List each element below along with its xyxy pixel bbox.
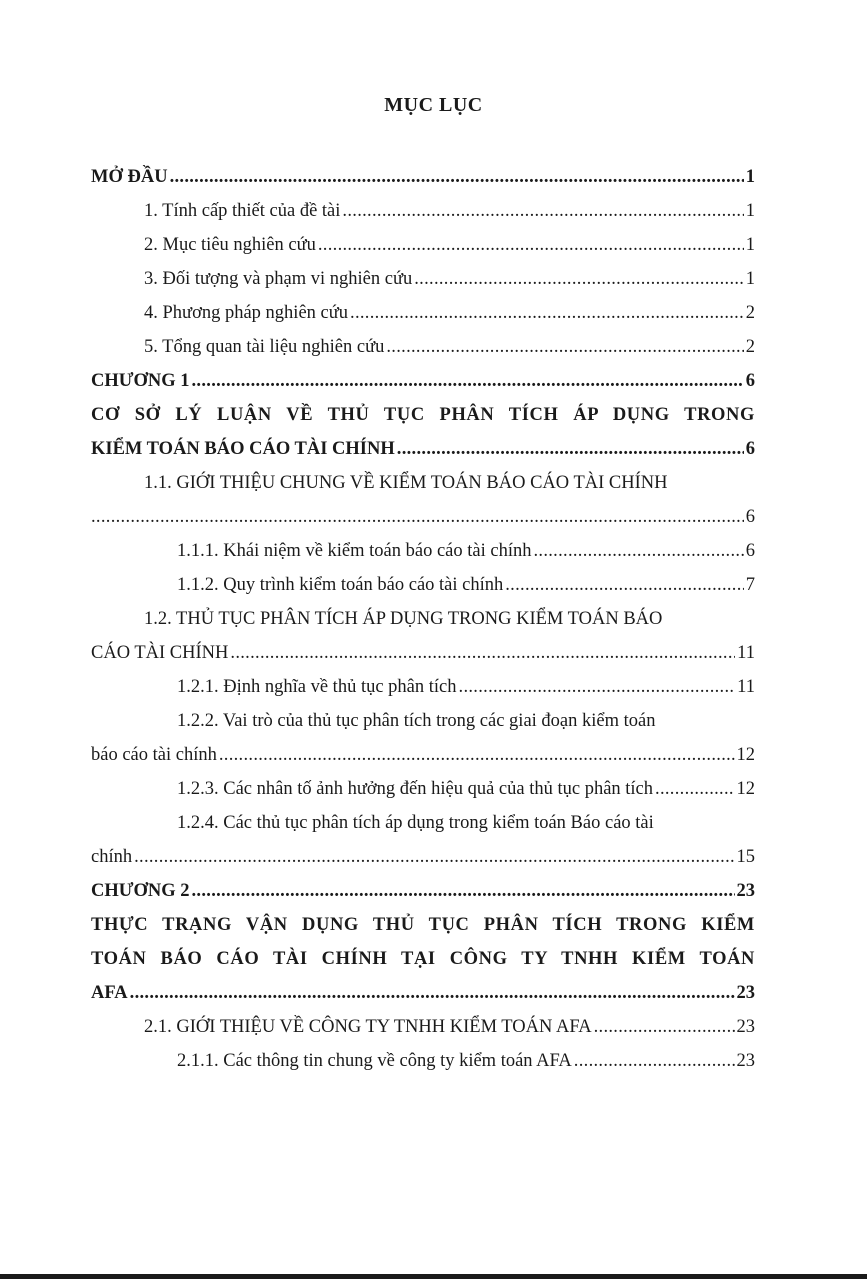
toc-entry-text: 5. Tổng quan tài liệu nghiên cứu — [144, 337, 385, 357]
toc-page-number: 2 — [745, 303, 755, 323]
toc-leader-dots — [505, 568, 744, 602]
toc-entry-continuation[interactable] — [91, 738, 755, 772]
toc-leader-dots — [170, 160, 744, 194]
toc-leader-dots — [192, 874, 735, 908]
toc-leader-dots — [655, 772, 734, 806]
toc-entry-text: 4. Phương pháp nghiên cứu — [144, 303, 349, 323]
toc-leader-dots — [414, 262, 744, 296]
toc-page-number: 23 — [736, 1017, 755, 1037]
toc-entry-text: 1.2. THỦ TỤC PHÂN TÍCH ÁP DỤNG TRONG KIỂM TOÁN BÁO — [144, 609, 663, 629]
toc-entry[interactable] — [91, 194, 755, 228]
toc-entry-text: báo cáo tài chính — [91, 745, 217, 765]
toc-page-number: 1 — [745, 167, 755, 187]
toc-leader-dots — [342, 194, 743, 228]
toc-page-number: 23 — [736, 881, 755, 901]
toc-entry-chapter-title[interactable] — [91, 942, 755, 976]
toc-entry-subsection[interactable] — [91, 670, 755, 704]
toc-entry-subsection[interactable] — [91, 534, 755, 568]
toc-leader-dots — [459, 670, 736, 704]
toc-entry-text: 1.2.4. Các thủ tục phân tích áp dụng trong kiểm toán Báo cáo tài — [177, 813, 654, 833]
toc-entry-section[interactable] — [91, 602, 755, 636]
toc-page-number: 12 — [736, 779, 755, 799]
toc-leader-dots — [594, 1010, 735, 1044]
toc-leader-dots — [130, 976, 735, 1010]
toc-entry-subsection[interactable] — [91, 568, 755, 602]
toc-entry-text: KIỂM TOÁN BÁO CÁO TÀI CHÍNH — [91, 439, 395, 459]
toc-entry-chapter-title[interactable] — [91, 398, 755, 432]
page-bottom-edge — [0, 1274, 867, 1279]
toc-entry-text: 1.1.1. Khái niệm về kiểm toán báo cáo tài chính — [177, 541, 532, 561]
table-of-contents — [91, 160, 755, 1078]
toc-leader-dots — [397, 432, 744, 466]
toc-entry-subsection[interactable] — [91, 1044, 755, 1078]
toc-entry-intro[interactable] — [91, 160, 755, 194]
toc-entry-text: 2.1.1. Các thông tin chung về công ty kiểm toán AFA — [177, 1051, 572, 1071]
toc-entry-chapter-title[interactable] — [91, 908, 755, 942]
toc-entry-text: THỰC TRẠNG VẬN DỤNG THỦ TỤC PHÂN TÍCH TRONG KIỂM — [91, 915, 755, 935]
toc-entry-text: 1. Tính cấp thiết của đề tài — [144, 201, 341, 221]
toc-leader-dots — [230, 636, 735, 670]
toc-leader-dots — [134, 840, 734, 874]
toc-entry-chapter-title[interactable] — [91, 432, 755, 466]
toc-leader-dots — [192, 364, 744, 398]
toc-page-number: 2 — [745, 337, 755, 357]
toc-page-number: 23 — [736, 983, 755, 1003]
toc-page-number: 7 — [745, 575, 755, 595]
toc-entry-text: CHƯƠNG 1 — [91, 371, 190, 391]
toc-entry-section[interactable] — [91, 466, 755, 500]
toc-page-number: 1 — [745, 269, 755, 289]
toc-entry[interactable] — [91, 296, 755, 330]
toc-page-number: 15 — [736, 847, 755, 867]
toc-entry-text: 3. Đối tượng và phạm vi nghiên cứu — [144, 269, 413, 289]
toc-leader-dots — [219, 738, 735, 772]
toc-entry-text: 1.1.2. Quy trình kiểm toán báo cáo tài chính — [177, 575, 504, 595]
toc-page-number: 1 — [745, 235, 755, 255]
toc-page-number: 11 — [737, 677, 755, 697]
toc-page-number: 6 — [745, 541, 755, 561]
toc-entry-text: CHƯƠNG 2 — [91, 881, 190, 901]
toc-leader-dots — [318, 228, 744, 262]
toc-entry-text: AFA — [91, 983, 128, 1003]
toc-entry-text: CƠ SỞ LÝ LUẬN VỀ THỦ TỤC PHÂN TÍCH ÁP DỤNG TRONG — [91, 405, 755, 425]
toc-entry-continuation[interactable] — [91, 636, 755, 670]
toc-entry-text: 1.2.3. Các nhân tố ảnh hưởng đến hiệu quả của thủ tục phân tích — [177, 779, 654, 799]
toc-entry-text: chính — [91, 847, 133, 867]
toc-leader-dots — [533, 534, 743, 568]
toc-entry-text: 1.2.2. Vai trò của thủ tục phân tích trong các giai đoạn kiểm toán — [177, 711, 656, 731]
toc-page-number: 6 — [745, 507, 755, 527]
toc-page-number: 6 — [745, 439, 755, 459]
toc-entry-chapter-2[interactable] — [91, 874, 755, 908]
toc-entry-text: TOÁN BÁO CÁO TÀI CHÍNH TẠI CÔNG TY TNHH KIỂM TOÁN — [91, 949, 755, 969]
toc-entry-subsection[interactable] — [91, 704, 755, 738]
toc-entry[interactable] — [91, 262, 755, 296]
toc-entry-chapter-1[interactable] — [91, 364, 755, 398]
toc-entry-text: CÁO TÀI CHÍNH — [91, 643, 229, 663]
toc-page-number: 1 — [745, 201, 755, 221]
toc-leader-dots — [91, 500, 744, 534]
toc-entry[interactable] — [91, 330, 755, 364]
toc-page-number: 11 — [737, 643, 755, 663]
toc-entry-chapter-title[interactable] — [91, 976, 755, 1010]
toc-entry-text: MỞ ĐẦU — [91, 167, 168, 187]
toc-page-number: 23 — [736, 1051, 755, 1071]
toc-entry-subsection[interactable] — [91, 772, 755, 806]
toc-entry-text: 2. Mục tiêu nghiên cứu — [144, 235, 316, 255]
toc-leader-dots — [350, 296, 744, 330]
toc-entry-section[interactable] — [91, 1010, 755, 1044]
toc-page-number: 12 — [736, 745, 755, 765]
toc-leader-dots — [386, 330, 743, 364]
toc-entry-subsection[interactable] — [91, 806, 755, 840]
toc-entry[interactable] — [91, 228, 755, 262]
toc-entry-text: 1.1. GIỚI THIỆU CHUNG VỀ KIỂM TOÁN BÁO CÁO TÀI CHÍNH — [144, 473, 668, 493]
toc-entry-text: 1.2.1. Định nghĩa về thủ tục phân tích — [177, 677, 457, 697]
toc-entry-continuation[interactable] — [91, 840, 755, 874]
page-title: MỤC LỤC — [384, 94, 483, 116]
toc-page-number: 6 — [745, 371, 755, 391]
toc-entry-text: 2.1. GIỚI THIỆU VỀ CÔNG TY TNHH KIỂM TOÁN AFA — [144, 1017, 592, 1037]
toc-leader-dots — [574, 1044, 735, 1078]
toc-entry-continuation[interactable] — [91, 500, 755, 534]
